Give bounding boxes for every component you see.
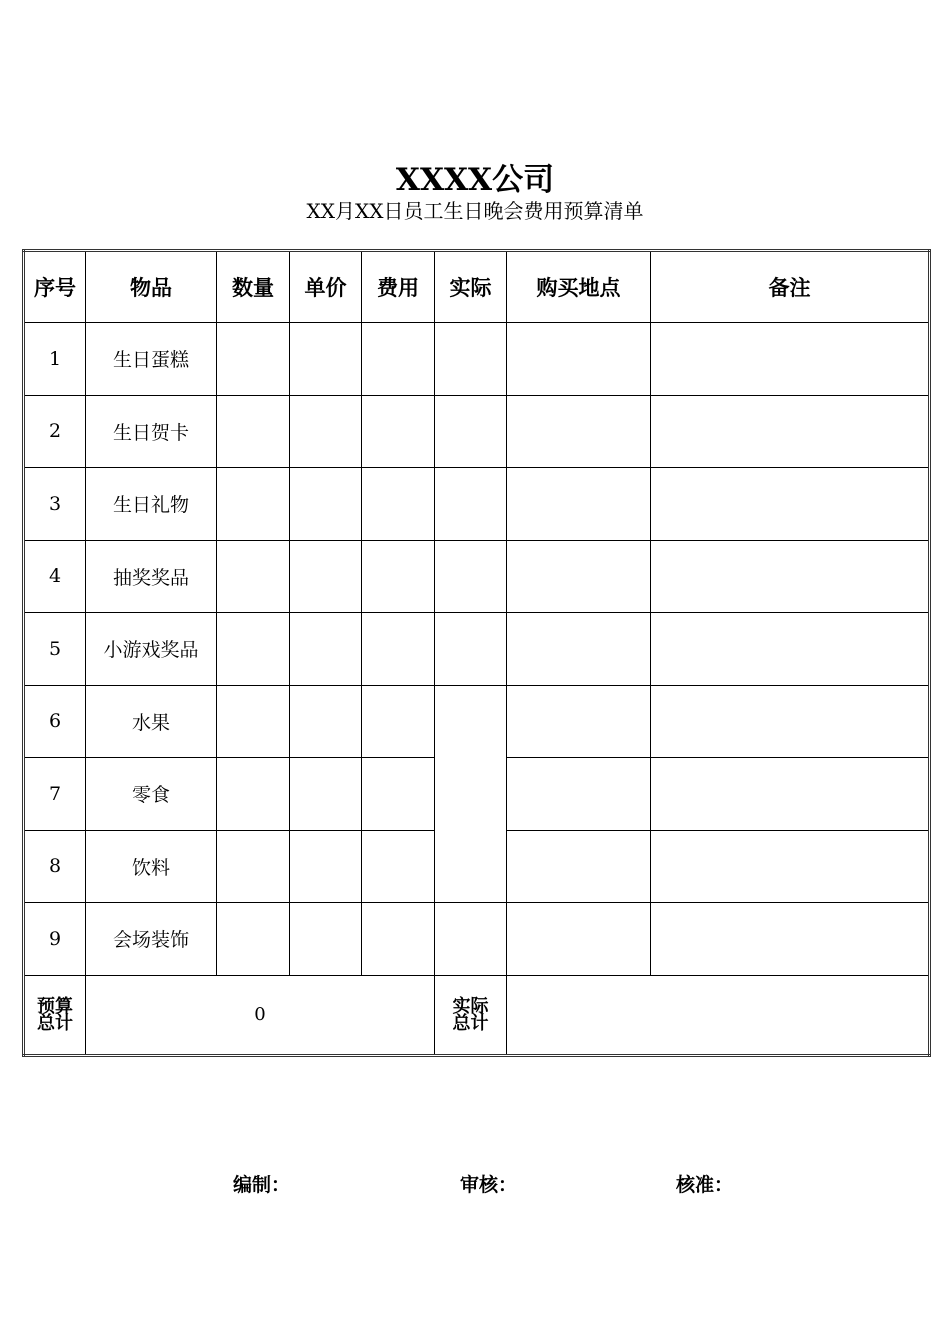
remarks-cell[interactable] (651, 468, 930, 541)
purchase-location-cell[interactable] (507, 540, 651, 613)
remarks-cell[interactable] (651, 830, 930, 903)
unit-price-cell[interactable] (290, 395, 362, 468)
cost-cell[interactable] (362, 613, 435, 686)
row-item: 饮料 (86, 830, 217, 903)
table-row (24, 903, 930, 976)
unit-price-cell[interactable] (290, 613, 362, 686)
actual-merged-cell[interactable] (435, 685, 507, 903)
total-row (24, 975, 930, 1055)
actual-total-value[interactable] (507, 975, 930, 1055)
purchase-location-cell[interactable] (507, 323, 651, 396)
document-subtitle: XX月XX日员工生日晚会费用预算清单 (306, 199, 644, 223)
row-number: 8 (24, 830, 86, 903)
row-number: 6 (24, 685, 86, 758)
table-row (24, 468, 930, 541)
table-row (24, 395, 930, 468)
purchase-location-cell[interactable] (507, 758, 651, 831)
actual-cell[interactable] (435, 323, 507, 396)
quantity-cell[interactable] (217, 323, 290, 396)
row-item: 水果 (86, 685, 217, 758)
actual-cell[interactable] (435, 468, 507, 541)
row-number: 7 (24, 758, 86, 831)
cost-cell[interactable] (362, 830, 435, 903)
row-item: 生日蛋糕 (86, 323, 217, 396)
cost-cell[interactable] (362, 540, 435, 613)
cost-cell[interactable] (362, 903, 435, 976)
header-actual: 实际 (435, 251, 507, 323)
budget-total-label (24, 975, 86, 1055)
row-item: 会场装饰 (86, 903, 217, 976)
remarks-cell[interactable] (651, 758, 930, 831)
quantity-cell[interactable] (217, 830, 290, 903)
header-remarks: 备注 (651, 251, 930, 323)
row-number: 9 (24, 903, 86, 976)
actual-cell[interactable] (435, 540, 507, 613)
row-number: 5 (24, 613, 86, 686)
purchase-location-cell[interactable] (507, 903, 651, 976)
remarks-cell[interactable] (651, 903, 930, 976)
quantity-cell[interactable] (217, 395, 290, 468)
cost-cell[interactable] (362, 685, 435, 758)
actual-total-label-line2: 总计 (452, 1012, 489, 1034)
quantity-cell[interactable] (217, 540, 290, 613)
table-row (24, 685, 930, 758)
row-item: 生日贺卡 (86, 395, 217, 468)
quantity-cell[interactable] (217, 903, 290, 976)
budget-total-value: 0 (86, 975, 435, 1055)
actual-total-label-line1: 实际 (452, 995, 489, 1017)
unit-price-cell[interactable] (290, 903, 362, 976)
cost-cell[interactable] (362, 323, 435, 396)
budget-table (22, 249, 931, 1057)
cost-cell[interactable] (362, 395, 435, 468)
header-purchase-location: 购买地点 (507, 251, 651, 323)
cost-cell[interactable] (362, 758, 435, 831)
header-item: 物品 (86, 251, 217, 323)
table-row (24, 613, 930, 686)
remarks-cell[interactable] (651, 540, 930, 613)
cost-cell[interactable] (362, 468, 435, 541)
budget-total-label-line1: 预算 (37, 995, 73, 1017)
actual-cell[interactable] (435, 395, 507, 468)
table-row (24, 540, 930, 613)
remarks-cell[interactable] (651, 323, 930, 396)
purchase-location-cell[interactable] (507, 685, 651, 758)
quantity-cell[interactable] (217, 758, 290, 831)
company-title: XXXX公司 (395, 162, 555, 198)
unit-price-cell[interactable] (290, 685, 362, 758)
row-item: 抽奖奖品 (86, 540, 217, 613)
purchase-location-cell[interactable] (507, 830, 651, 903)
approved-by-label: 核准： (676, 1174, 734, 1196)
unit-price-cell[interactable] (290, 540, 362, 613)
row-number: 1 (24, 323, 86, 396)
remarks-cell[interactable] (651, 395, 930, 468)
actual-total-label (435, 975, 507, 1055)
table-header-row (24, 251, 930, 323)
row-item: 零食 (86, 758, 217, 831)
quantity-cell[interactable] (217, 613, 290, 686)
header-cost: 费用 (362, 251, 435, 323)
quantity-cell[interactable] (217, 468, 290, 541)
row-number: 4 (24, 540, 86, 613)
remarks-cell[interactable] (651, 613, 930, 686)
table-row (24, 323, 930, 396)
unit-price-cell[interactable] (290, 830, 362, 903)
unit-price-cell[interactable] (290, 468, 362, 541)
row-item: 生日礼物 (86, 468, 217, 541)
purchase-location-cell[interactable] (507, 613, 651, 686)
quantity-cell[interactable] (217, 685, 290, 758)
actual-cell[interactable] (435, 903, 507, 976)
row-number: 2 (24, 395, 86, 468)
purchase-location-cell[interactable] (507, 395, 651, 468)
remarks-cell[interactable] (651, 685, 930, 758)
signature-line (0, 1170, 950, 1200)
prepared-by-label: 编制： (233, 1174, 291, 1196)
header-unit-price: 单价 (290, 251, 362, 323)
reviewed-by-label: 审核： (460, 1174, 518, 1196)
header-quantity: 数量 (217, 251, 290, 323)
row-item: 小游戏奖品 (86, 613, 217, 686)
row-number: 3 (24, 468, 86, 541)
header-no: 序号 (24, 251, 86, 323)
budget-total-label-line2: 总计 (37, 1012, 73, 1034)
actual-cell[interactable] (435, 613, 507, 686)
unit-price-cell[interactable] (290, 758, 362, 831)
unit-price-cell[interactable] (290, 323, 362, 396)
purchase-location-cell[interactable] (507, 468, 651, 541)
